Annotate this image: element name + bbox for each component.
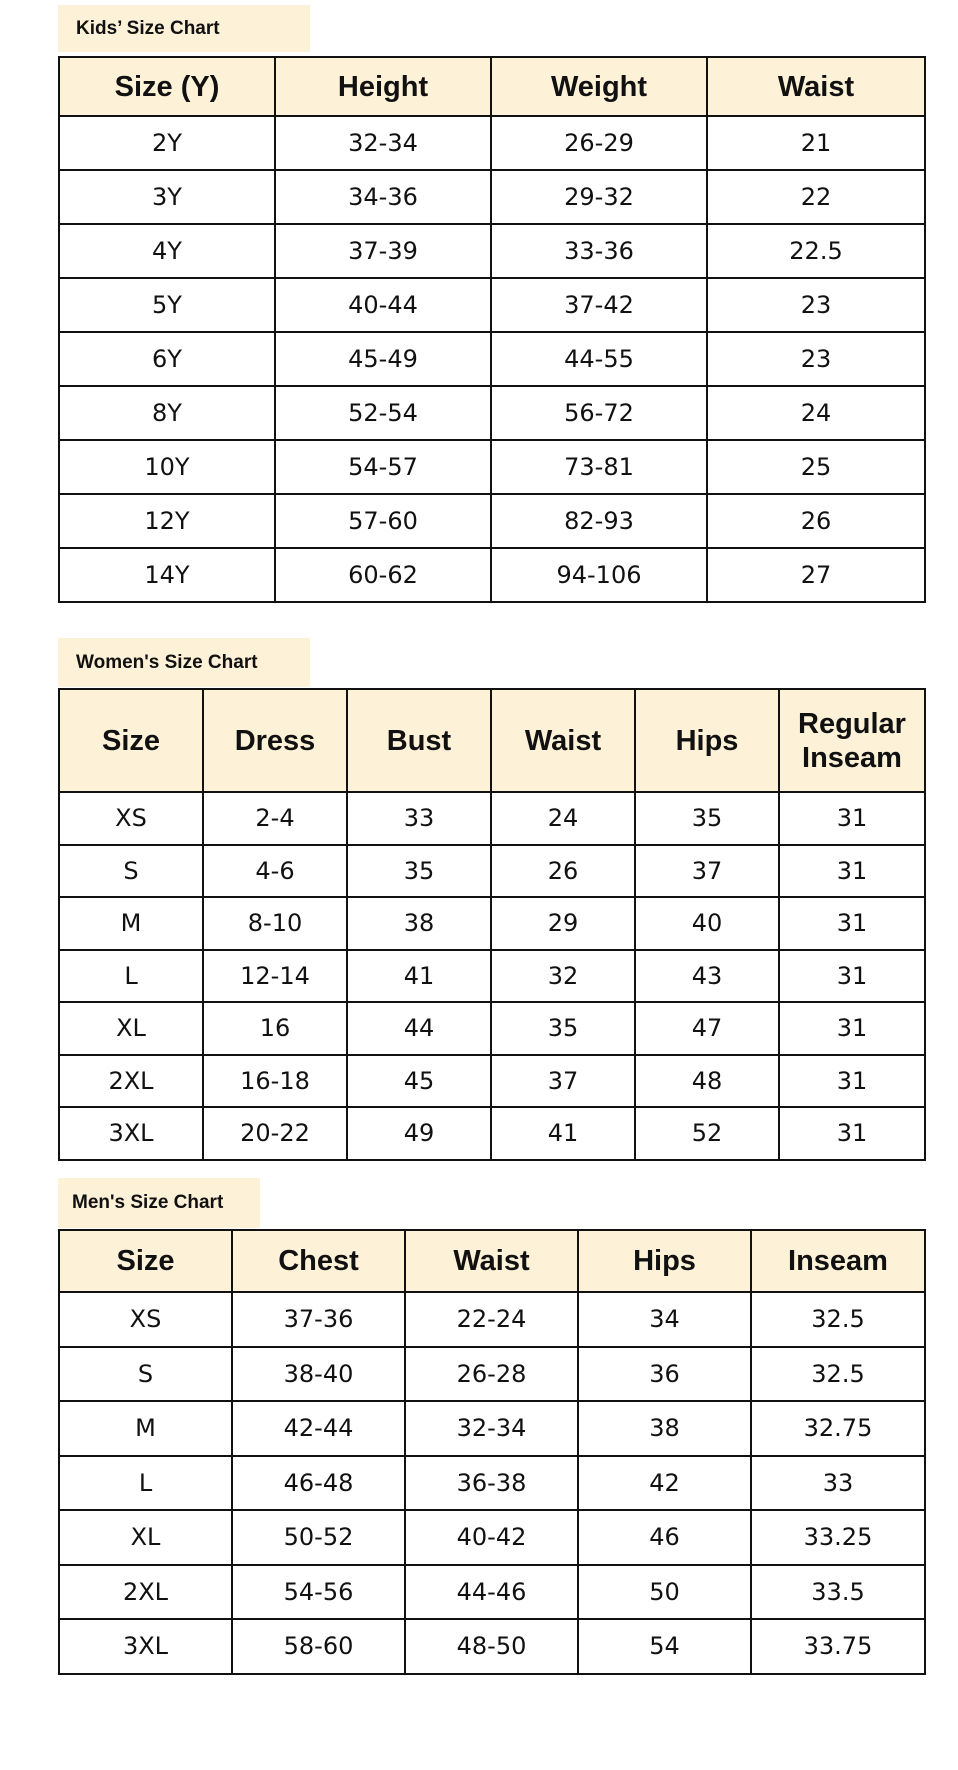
table-cell: 32	[491, 950, 635, 1003]
womens-size-table	[58, 688, 926, 1161]
table-cell: 33	[347, 792, 491, 845]
size-cell: S	[59, 845, 203, 898]
table-cell: 37-39	[275, 224, 491, 278]
table-cell: 40-42	[405, 1510, 578, 1565]
table-row	[59, 170, 925, 224]
table-cell: 94-106	[491, 548, 707, 602]
table-row	[59, 386, 925, 440]
table-cell: 33.5	[751, 1565, 925, 1620]
table-row	[59, 792, 925, 845]
table-cell: 43	[635, 950, 779, 1003]
womens-chart-label-text: Women's Size Chart	[76, 651, 258, 673]
table-cell: 37-36	[232, 1292, 405, 1347]
table-cell: 22-24	[405, 1292, 578, 1347]
table-cell: 82-93	[491, 494, 707, 548]
kids-size-table	[58, 56, 926, 603]
table-cell: 2-4	[203, 792, 347, 845]
table-row	[59, 1401, 925, 1456]
table-row	[59, 224, 925, 278]
table-cell: 33	[751, 1456, 925, 1511]
table-row	[59, 1510, 925, 1565]
table-row	[59, 897, 925, 950]
table-cell: 32.75	[751, 1401, 925, 1456]
table-cell: 29-32	[491, 170, 707, 224]
table-cell: 33.25	[751, 1510, 925, 1565]
size-cell: 8Y	[59, 386, 275, 440]
size-cell: 3Y	[59, 170, 275, 224]
table-row	[59, 1055, 925, 1108]
column-header: Bust	[347, 689, 491, 792]
table-cell: 35	[491, 1002, 635, 1055]
table-row	[59, 332, 925, 386]
table-cell: 24	[491, 792, 635, 845]
table-row	[59, 950, 925, 1003]
size-cell: 10Y	[59, 440, 275, 494]
column-header: Waist	[491, 689, 635, 792]
table-cell: 58-60	[232, 1619, 405, 1674]
table-cell: 29	[491, 897, 635, 950]
table-cell: 45-49	[275, 332, 491, 386]
table-row	[59, 440, 925, 494]
table-cell: 31	[779, 897, 925, 950]
table-cell: 32-34	[275, 116, 491, 170]
table-cell: 44-55	[491, 332, 707, 386]
column-header: Inseam	[751, 1230, 925, 1292]
column-header: Hips	[578, 1230, 751, 1292]
size-cell: XL	[59, 1510, 232, 1565]
table-cell: 50	[578, 1565, 751, 1620]
size-cell: 6Y	[59, 332, 275, 386]
table-cell: 31	[779, 792, 925, 845]
size-cell: L	[59, 950, 203, 1003]
size-cell: 2XL	[59, 1055, 203, 1108]
table-cell: 31	[779, 1107, 925, 1160]
table-cell: 23	[707, 278, 925, 332]
table-cell: 32.5	[751, 1347, 925, 1402]
column-header: Waist	[405, 1230, 578, 1292]
table-cell: 56-72	[491, 386, 707, 440]
table-cell: 31	[779, 845, 925, 898]
size-cell: 5Y	[59, 278, 275, 332]
size-cell: XL	[59, 1002, 203, 1055]
size-cell: 2XL	[59, 1565, 232, 1620]
column-header: Chest	[232, 1230, 405, 1292]
column-header: Waist	[707, 57, 925, 116]
table-cell: 35	[635, 792, 779, 845]
column-header: Dress	[203, 689, 347, 792]
size-cell: XS	[59, 1292, 232, 1347]
table-cell: 26-29	[491, 116, 707, 170]
table-cell: 45	[347, 1055, 491, 1108]
table-cell: 60-62	[275, 548, 491, 602]
table-cell: 31	[779, 1055, 925, 1108]
table-cell: 26	[707, 494, 925, 548]
table-row	[59, 494, 925, 548]
table-cell: 32-34	[405, 1401, 578, 1456]
table-cell: 54-57	[275, 440, 491, 494]
table-row	[59, 1002, 925, 1055]
table-cell: 25	[707, 440, 925, 494]
table-row	[59, 278, 925, 332]
mens-chart-label	[58, 1178, 260, 1228]
size-cell: L	[59, 1456, 232, 1511]
table-cell: 41	[491, 1107, 635, 1160]
kids-chart-label-text: Kids’ Size Chart	[76, 17, 220, 39]
header-row	[59, 689, 925, 792]
size-cell: 4Y	[59, 224, 275, 278]
table-cell: 52-54	[275, 386, 491, 440]
size-cell: 14Y	[59, 548, 275, 602]
table-cell: 44-46	[405, 1565, 578, 1620]
size-cell: 3XL	[59, 1619, 232, 1674]
table-cell: 36-38	[405, 1456, 578, 1511]
table-row	[59, 1619, 925, 1674]
table-cell: 57-60	[275, 494, 491, 548]
table-cell: 49	[347, 1107, 491, 1160]
table-row	[59, 1107, 925, 1160]
table-cell: 24	[707, 386, 925, 440]
table-row	[59, 548, 925, 602]
table-cell: 38	[578, 1401, 751, 1456]
table-cell: 16-18	[203, 1055, 347, 1108]
size-cell: M	[59, 897, 203, 950]
table-cell: 12-14	[203, 950, 347, 1003]
table-cell: 20-22	[203, 1107, 347, 1160]
table-cell: 52	[635, 1107, 779, 1160]
table-row	[59, 845, 925, 898]
table-cell: 22.5	[707, 224, 925, 278]
size-cell: XS	[59, 792, 203, 845]
table-cell: 42	[578, 1456, 751, 1511]
table-cell: 41	[347, 950, 491, 1003]
table-cell: 26-28	[405, 1347, 578, 1402]
table-row	[59, 1456, 925, 1511]
table-cell: 33.75	[751, 1619, 925, 1674]
mens-chart-label-text: Men's Size Chart	[72, 1192, 224, 1213]
table-row	[59, 1565, 925, 1620]
table-cell: 46	[578, 1510, 751, 1565]
table-cell: 26	[491, 845, 635, 898]
table-cell: 54	[578, 1619, 751, 1674]
table-cell: 48	[635, 1055, 779, 1108]
table-cell: 47	[635, 1002, 779, 1055]
table-cell: 33-36	[491, 224, 707, 278]
column-header: Regular Inseam	[779, 689, 925, 792]
table-cell: 4-6	[203, 845, 347, 898]
table-cell: 34-36	[275, 170, 491, 224]
table-cell: 54-56	[232, 1565, 405, 1620]
table-cell: 40-44	[275, 278, 491, 332]
kids-chart-label	[58, 5, 310, 52]
table-cell: 31	[779, 1002, 925, 1055]
table-cell: 34	[578, 1292, 751, 1347]
table-cell: 37	[491, 1055, 635, 1108]
table-cell: 22	[707, 170, 925, 224]
column-header: Height	[275, 57, 491, 116]
womens-chart-label	[58, 638, 310, 687]
table-cell: 42-44	[232, 1401, 405, 1456]
table-cell: 50-52	[232, 1510, 405, 1565]
table-row	[59, 1292, 925, 1347]
size-cell: 3XL	[59, 1107, 203, 1160]
column-header: Weight	[491, 57, 707, 116]
table-cell: 16	[203, 1002, 347, 1055]
table-cell: 8-10	[203, 897, 347, 950]
table-cell: 48-50	[405, 1619, 578, 1674]
column-header: Size (Y)	[59, 57, 275, 116]
size-cell: M	[59, 1401, 232, 1456]
table-row	[59, 116, 925, 170]
table-row	[59, 1347, 925, 1402]
table-cell: 21	[707, 116, 925, 170]
table-cell: 46-48	[232, 1456, 405, 1511]
size-cell: S	[59, 1347, 232, 1402]
table-cell: 36	[578, 1347, 751, 1402]
table-cell: 44	[347, 1002, 491, 1055]
size-cell: 2Y	[59, 116, 275, 170]
table-cell: 38	[347, 897, 491, 950]
column-header: Hips	[635, 689, 779, 792]
table-cell: 31	[779, 950, 925, 1003]
table-cell: 38-40	[232, 1347, 405, 1402]
table-cell: 37-42	[491, 278, 707, 332]
header-row	[59, 1230, 925, 1292]
table-cell: 32.5	[751, 1292, 925, 1347]
table-cell: 35	[347, 845, 491, 898]
column-header: Size	[59, 689, 203, 792]
table-cell: 73-81	[491, 440, 707, 494]
mens-size-table	[58, 1229, 926, 1675]
column-header: Size	[59, 1230, 232, 1292]
header-row	[59, 57, 925, 116]
table-cell: 23	[707, 332, 925, 386]
table-cell: 27	[707, 548, 925, 602]
table-cell: 40	[635, 897, 779, 950]
table-cell: 37	[635, 845, 779, 898]
size-cell: 12Y	[59, 494, 275, 548]
